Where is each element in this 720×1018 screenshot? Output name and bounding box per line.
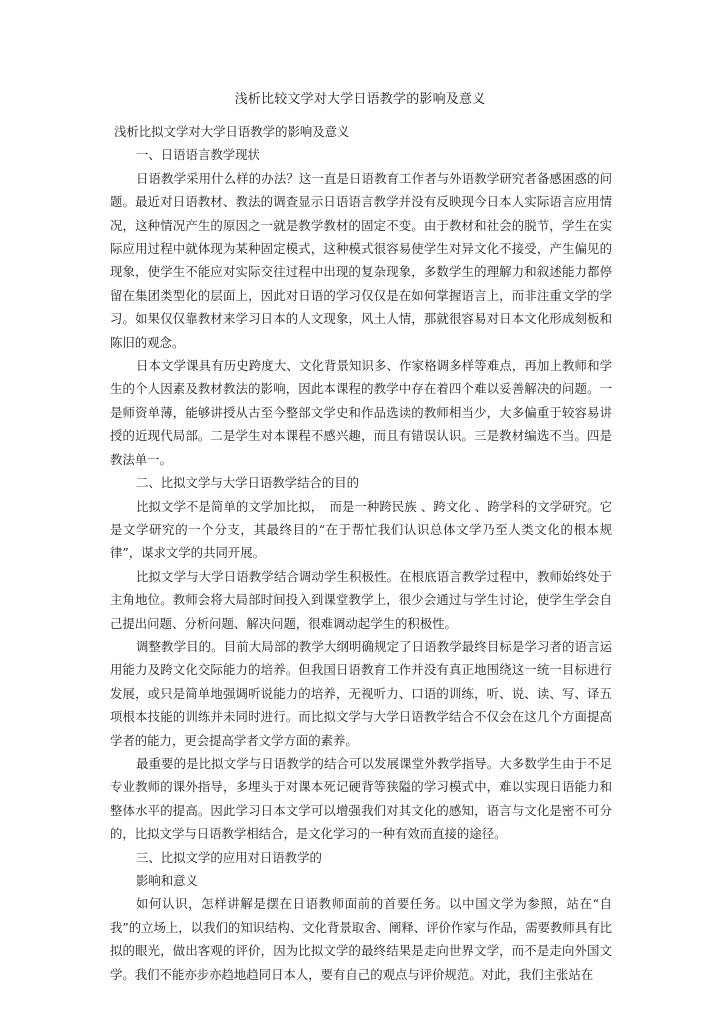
section-2-paragraph: 最重要的是比拟文学与日语教学的结合可以发展课堂外教学指导。大多数学生由于不足专业教师的课外指导，多埋头于对课本死记硬背等狭隘的学习模式中，难以实现日语能力和整体水平的提高。因此学习日本文学可以增强我们对其文化的感知，语言与文化是密不可分的，比拟文学与日语教学相结合，是文化学习的一种有效而直接的途径。 (110, 755, 612, 842)
section-3-heading: 三、比拟文学的应用对日语教学的 (136, 849, 322, 865)
document-subtitle: 浅析比拟文学对大学日语教学的影响及意义 (114, 124, 350, 139)
section-2-paragraph: 比拟文学不是简单的文学加比拟， 而是一种跨民族 、跨文化 、跨学科的文学研究。它是文学研究的一个分支，其最终目的“在于帮忙我们认识总体文学乃至人类文化的根本规律”，谋求文学的共同开展。 (110, 498, 612, 561)
section-1-paragraph: 日语教学采用什么样的办法？这一直是日语教育工作者与外语教学研究者备感困惑的问题。最近对日语教材、教法的调查显示日语语言教学并没有反映现今日本人实际语言应用情况，这种情况产生的原因之一就是教学教材的固定不变。由于教材和社会的脱节，学生在实际应用过程中就体现为某种固定模式，这种模式很容易使学生对异文化不接受，产生偏见的现象，使学生不能应对实际交往过程中出现的复杂现象，多数学生的理解力和叙述能力都停留在集团类型化的层面上，因此对日语的学习仅仅是在如何掌握语言上，而非注重文学的学习。如果仅仅靠教材来学习日本的人文现象，风土人情，那就很容易对日本文化形成刻板和陈旧的观念。 (110, 170, 612, 350)
section-2-heading: 二、比拟文学与大学日语教学结合的目的 (136, 475, 360, 491)
section-2-paragraph: 比拟文学与大学日语教学结合调动学生积极性。在根底语言教学过程中，教师始终处于主角地位。教师会将大局部时间投入到课堂教学上，很少会通过与学生讨论，使学生学会自己提出问题、分析问题、解决问题，很难调动起学生的积极性。 (110, 568, 612, 631)
section-3-paragraph: 如何认识，怎样讲解是摆在日语教师面前的首要任务。以中国文学为参照，站在“自我”的立场上，以我们的知识结构、文化背景取舍、阐释、评价作家与作品，需要教师具有比拟的眼光，做出客观的评价，因为比拟文学的最终结果是走向世界文学，而不是走向外国文学。我们不能亦步亦趋地趋同日本人，要有自己的观点与评价规范。对此，我们主张站在 (110, 896, 612, 982)
section-1-paragraph: 日本文学课具有历史跨度大、文化背景知识多、作家格调多样等难点，再加上教师和学生的个人因素及教材教法的影响，因此本课程的教学中存在着四个难以妥善解决的问题。一是师资单薄，能够讲授从古至今整部文学史和作品选读的教师相当少，大多偏重于较容易讲授的近现代局部。二是学生对本课程不感兴趣，而且有错误认识。三是教材编选不当。四是教法单一。 (110, 358, 612, 467)
section-3-heading-continued: 影响和意义 (136, 873, 198, 888)
document-body (110, 120, 612, 986)
section-1-heading: 一、日语语言教学现状 (136, 147, 260, 163)
section-2-paragraph: 调整教学目的。目前大局部的教学大纲明确规定了日语教学最终目标是学习者的语言运用能力及跨文化交际能力的培养。但我国日语教育工作并没有真正地围绕这一统一目标进行发展，或只是简单地强调听说能力的培养，无视听力、口语的训练，听、说、读、写、译五项根本技能的训练并未同时进行。而比拟文学与大学日语教学结合不仅会在这几个方面提高学者的能力，更会提高学者文学方面的素养。 (110, 638, 612, 748)
document-title: 浅析比较文学对大学日语教学的影响及意义 (234, 92, 486, 107)
